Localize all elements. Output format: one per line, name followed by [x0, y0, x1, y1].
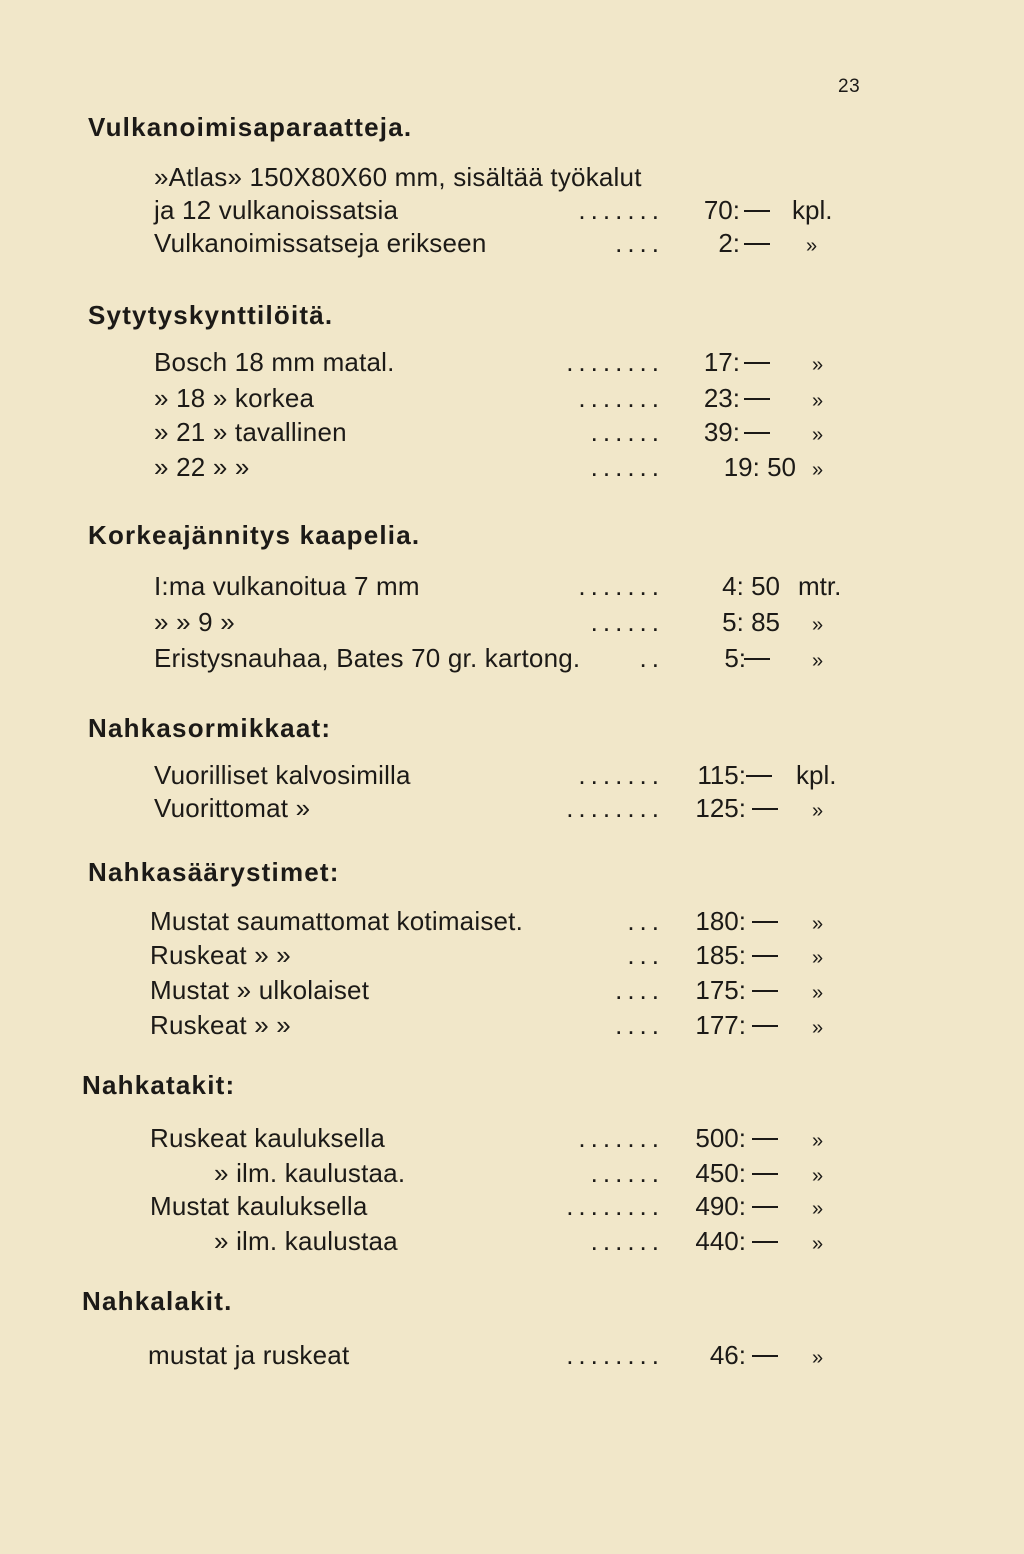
list-item	[154, 344, 664, 380]
item-label: Vuorittomat »	[154, 793, 311, 823]
item-unit: »	[812, 1233, 824, 1255]
section-heading-korkea: Korkeajännitys kaapelia.	[88, 520, 421, 550]
item-unit: »	[812, 1198, 824, 1220]
item-unit: »	[812, 1017, 824, 1039]
leader-dots: .......	[578, 760, 664, 790]
price-dash	[752, 1173, 778, 1175]
leader-dots: ......	[590, 452, 664, 482]
list-item	[148, 1337, 664, 1373]
leader-dots: .......	[578, 1123, 664, 1153]
catalog-page: 23 Vulkanoimisaparaatteja. »Atlas» 150X80X60 mm, sisältää työkalut ja 12 vulkanoissatsia ....... 70: kpl. Vulkanoimissatseja erikseen .... 2: » Sytytyskynttilöitä. Bosch 18 mm matal. ........ 17: » » 18 » korkea ....... 23: » » 21 » tavallinen ...... 39: » » 22 » » ...... 19: 50 » Korkeajännitys kaapelia. I:ma vulkanoitua 7 mm ....... 4: 50 mtr. » » 9 » ...... 5: 85 » Eristysnauhaa, Bates 70 gr. kartong. .. 5: » Nahkasormikkaat: Vuorilliset kalvosimilla ....... 115: kpl. Vuorittomat » ........ 125: » Nahkasäärystimet: Mustat saumattomat kotimaiset. ... 180: » Ruskeat » » ... 185: » Mustat » ulkolaiset .... 175: » Ruskeat » » .... 177: » Nahkatakit: Ruskeat kauluksella ....... 500: » » ilm. kaulustaa. ...... 450: » Mustat kauluksella ........ 490: » » ilm. kaulustaa ...... 440: » Nahkalakit. mustat ja ruskeat ........ 46: »	[0, 0, 1024, 1554]
list-item	[150, 1120, 664, 1156]
item-description-line	[154, 159, 674, 195]
item-label: Vuorilliset kalvosimilla	[154, 760, 411, 790]
item-unit: »	[812, 390, 824, 412]
item-label: Mustat kauluksella	[150, 1191, 368, 1221]
list-item	[154, 604, 664, 640]
list-item	[154, 568, 664, 604]
leader-dots: ...	[627, 906, 664, 936]
item-unit: »	[812, 459, 824, 481]
leader-dots: ...	[627, 940, 664, 970]
item-unit: »	[812, 1347, 824, 1369]
item-unit: »	[812, 982, 824, 1004]
item-label: » 21 » tavallinen	[154, 417, 347, 447]
price-dash	[752, 1138, 778, 1140]
leader-dots: ....	[615, 1010, 664, 1040]
leader-dots: .......	[578, 195, 664, 225]
item-label: » ilm. kaulustaa.	[214, 1158, 406, 1188]
list-item	[154, 640, 664, 676]
item-unit: »	[812, 354, 824, 376]
leader-dots: ......	[590, 1158, 664, 1188]
list-item	[154, 449, 664, 485]
section-heading-sormikkaat: Nahkasormikkaat:	[88, 713, 332, 743]
item-label: Ruskeat kauluksella	[150, 1123, 386, 1153]
item-unit: »	[812, 800, 824, 822]
price-dash	[744, 362, 770, 364]
item-unit: »	[812, 1165, 824, 1187]
price-dash	[752, 955, 778, 957]
price-dash	[744, 658, 770, 660]
leader-dots: ........	[566, 793, 664, 823]
leader-dots: ......	[590, 607, 664, 637]
item-unit: »	[812, 1130, 824, 1152]
item-unit: »	[812, 913, 824, 935]
page-number: 23	[838, 76, 861, 97]
leader-dots: ..	[639, 643, 664, 673]
list-item	[154, 192, 664, 228]
item-label: Mustat » ulkolaiset	[150, 975, 370, 1005]
item-label: Ruskeat » »	[150, 1010, 291, 1040]
price-dash	[752, 921, 778, 923]
list-item	[150, 1188, 664, 1224]
list-item	[154, 790, 664, 826]
leader-dots: ......	[590, 417, 664, 447]
item-label: » ilm. kaulustaa	[214, 1226, 398, 1256]
list-item	[154, 225, 664, 261]
leader-dots: ......	[590, 1226, 664, 1256]
section-heading-takit: Nahkatakit:	[82, 1070, 236, 1100]
item-label: ja 12 vulkanoissatsia	[154, 195, 399, 225]
price-dash	[744, 432, 770, 434]
section-heading-saarystimet: Nahkasäärystimet:	[88, 857, 340, 887]
item-label: » » 9 »	[154, 607, 235, 637]
price-dash	[744, 398, 770, 400]
section-heading-sytytys: Sytytyskynttilöitä.	[88, 300, 334, 330]
price-dash	[752, 808, 778, 810]
list-item	[150, 972, 664, 1008]
item-unit: kpl.	[796, 760, 837, 790]
list-item	[150, 1007, 664, 1043]
leader-dots: ........	[566, 347, 664, 377]
item-label: Eristysnauhaa, Bates 70 gr. kartong.	[154, 643, 581, 673]
list-item	[154, 414, 664, 450]
item-label: Ruskeat » »	[150, 940, 291, 970]
item-label: Mustat saumattomat kotimaiset.	[150, 906, 524, 936]
list-item	[150, 937, 664, 973]
item-unit: kpl.	[792, 195, 833, 225]
price-dash	[752, 1355, 778, 1357]
list-item	[214, 1223, 664, 1259]
leader-dots: ........	[566, 1340, 664, 1370]
item-unit: »	[812, 424, 824, 446]
list-item	[154, 757, 664, 793]
price-dash	[752, 1025, 778, 1027]
leader-dots: .......	[578, 383, 664, 413]
item-unit: »	[806, 235, 818, 257]
list-item	[214, 1155, 664, 1191]
price-dash	[746, 775, 772, 777]
list-item	[150, 903, 664, 939]
item-unit: »	[812, 650, 824, 672]
price-dash	[752, 990, 778, 992]
section-heading-lakit: Nahkalakit.	[82, 1286, 233, 1316]
item-unit: »	[812, 614, 824, 636]
item-unit: mtr.	[798, 571, 842, 601]
item-label: I:ma vulkanoitua 7 mm	[154, 571, 420, 601]
price-dash	[744, 243, 770, 245]
leader-dots: ....	[615, 975, 664, 1005]
item-label: »Atlas» 150X80X60 mm, sisältää työkalut	[154, 162, 642, 192]
item-label: » 22 » »	[154, 452, 250, 482]
list-item	[154, 380, 664, 416]
item-unit: »	[812, 947, 824, 969]
price-dash	[744, 210, 770, 212]
section-heading-vulkanoimis: Vulkanoimisaparaatteja.	[88, 112, 413, 142]
price-dash	[752, 1206, 778, 1208]
item-label: Vulkanoimissatseja erikseen	[154, 228, 487, 258]
leader-dots: .......	[578, 571, 664, 601]
item-label: » 18 » korkea	[154, 383, 315, 413]
leader-dots: ....	[615, 228, 664, 258]
item-label: Bosch 18 mm matal.	[154, 347, 395, 377]
price-dash	[752, 1241, 778, 1243]
leader-dots: ........	[566, 1191, 664, 1221]
item-label: mustat ja ruskeat	[148, 1340, 350, 1370]
